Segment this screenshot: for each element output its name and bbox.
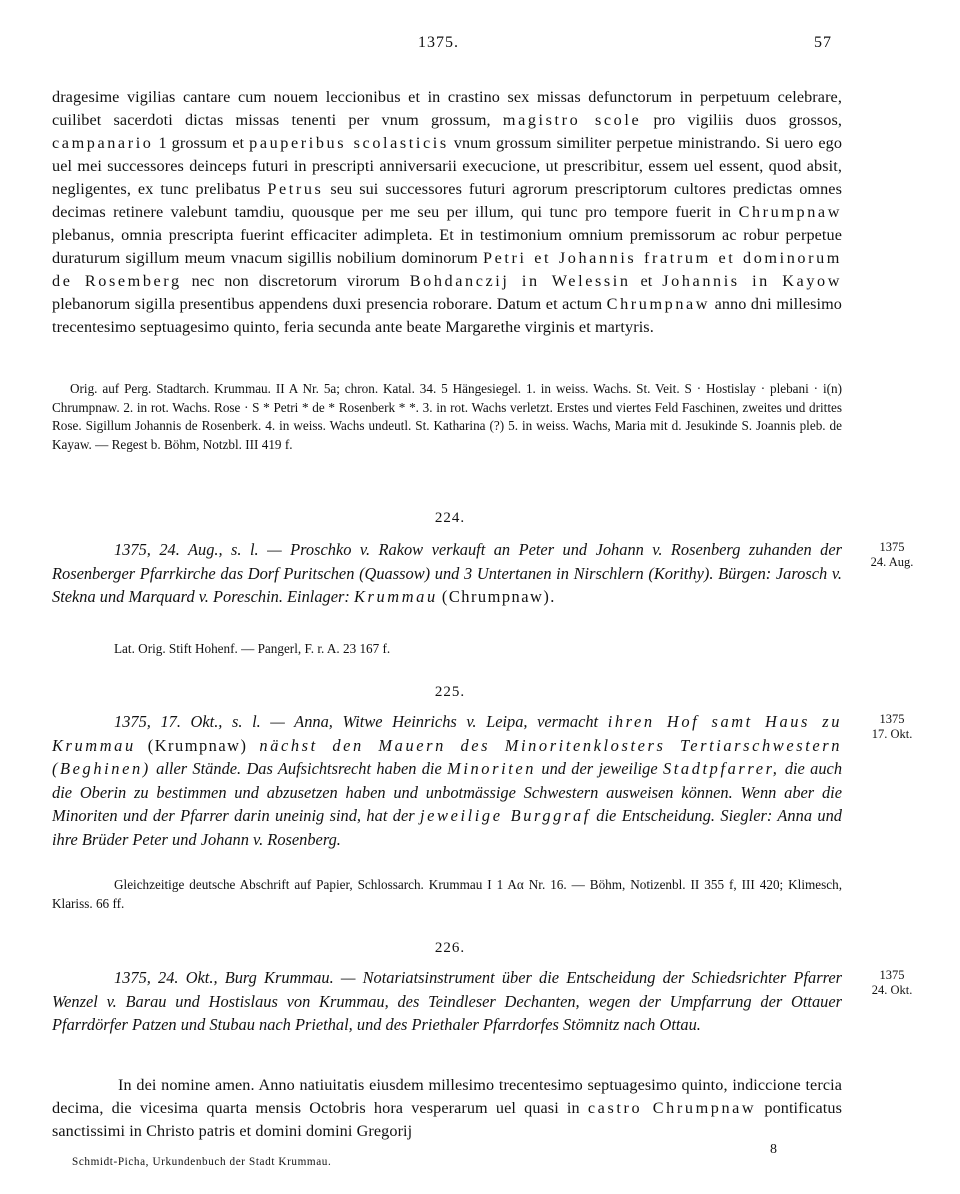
margin-date-224: 1375 24. Aug.: [870, 540, 914, 569]
regest-225: 1375, 17. Okt., s. l. — Anna, Witwe Heinrichs v. Leipa, vermacht ihren Hof samt Haus zu Krummau (Krumpnaw) nächst den Mauern des Minoritenklosters Tertiarschwestern (Beghinen) aller Stände. Das Aufsichtsrecht haben die Minoriten und der jeweilige Stadtpfarrer, die auch die Oberin zu bestimmen und abzusetzen haben und unbotmässige Schwestern ausweisen können. Wenn aber die Minoriten und der Pfarrer darin uneinig sind, hat der jeweilige Burggraf die Entscheidung. Siegler: Anna und ihre Brüder Peter und Johann v. Rosenberg.: [52, 712, 843, 849]
entry-number-225: 225.: [434, 684, 466, 700]
header-year: 1375.: [418, 34, 459, 51]
entry-number-226: 226.: [434, 940, 466, 956]
notes-224: Lat. Orig. Stift Hohenf. — Pangerl, F. r. A. 23 167 f.: [114, 641, 391, 656]
entry-number-224: 224.: [434, 510, 466, 526]
text-226: In dei nomine amen. Anno natiuitatis eiusdem millesimo trecentesimo septuagesimo quinto, indiccione tercia decima, die vicesima quarta mensis Octobris hora vesperarum uel quasi in castro Chrumpnaw pontificatus sanctissimi in Christo patris et domini domini Gregorij: [52, 1076, 842, 1140]
page-number: 57: [814, 34, 832, 51]
running-header: [0, 34, 960, 58]
regest-224: 1375, 24. Aug., s. l. — Proschko v. Rakow verkauft an Peter und Johann v. Rosenberg zuhanden der Rosenberger Pfarrkirche das Dorf Puritschen (Quassow) und 3 Untertanen in Nirschlern (Korithy). Bürgen: Jarosch v. Stekna und Marquard v. Poreschin. Einlager: Krummau (Chrumpnaw).: [52, 540, 842, 606]
regest-226: 1375, 24. Okt., Burg Krummau. — Notariatsinstrument über die Entscheidung der Schiedsrichter Pfarrer Wenzel v. Barau und Hostislaus von Krummau, des Teindleser Dechanten, wegen der Umpfarrung der Ottauer Pfarrdörfer Patzen und Stubau nach Priethal, und des Priethaler Pfarrdorfes Stömnitz nach Ottau.: [52, 968, 842, 1034]
opening-latin-text: dragesime vigilias cantare cum nouem leccionibus et in crastino sex missas defunctorum in perpetuum celebrare, cuilibet sacerdoti dictas missas tenenti per vnum grossum, magistro scole pro vigiliis duos grossos, campanario 1 grossum et pauperibus scolasticis vnum grossum similiter perpetue ministrando. Si uero ego uel mei successores deinceps futuri in prescripti anniversarii execucione, ut prescribitur, essem uel essent, quod absit, negligentes, ex tunc prelibatus Petrus seu sui successores futuri agrorum prescriptorum cultores predictas omnes decimas retinere valebunt tamdiu, quousque per me seu per illum, qui tunc pro tempore fuerit in Chrumpnaw plebanus, omnia prescripta fuerint efficaciter adimpleta. Et in testimonium omnium premissorum ac robur perpetue duraturum sigillum meum vnacum sigillis nobilium dominorum Petri et Johannis fratrum et dominorum de Rosemberg nec non discretorum virorum Bohdanczij in Welessin et Johannis in Kayow plebanorum sigilla presentibus appendens duxi presencia roborare. Datum et actum Chrumpnaw anno dni millesimo trecentesimo septuagesimo quinto, feria secunda ante beate Margarethe virginis et martyris.: [52, 88, 843, 336]
opening-notes: Orig. auf Perg. Stadtarch. Krummau. II A Nr. 5a; chron. Katal. 34. 5 Hängesiegel. 1. in weiss. Wachs. St. Veit. S · Hostislay · plebani · i(n) Chrumpnaw. 2. in rot. Wachs. Rose · S * Petri * de * Rosenberk * *. 3. in rot. Wachs verletzt. Erstes und viertes Feld Faschinen, zweites und drittes Rose. Sigillum Johannis de Rosenberk. 4. in weiss. Wachs undeutl. St. Katharina (?) 5. in weiss. Wachs, Maria mit d. Jesukinde S. Joannis pleb. de Kayaw. — Regest b. Böhm, Notzbl. III 419 f.: [52, 381, 842, 452]
footer-source-title: Schmidt-Picha, Urkundenbuch der Stadt Krummau.: [72, 1156, 332, 1168]
notes-225: Gleichzeitige deutsche Abschrift auf Papier, Schlossarch. Krummau I 1 Aα Nr. 16. — Böhm, Notizenbl. II 355 f, III 420; Klimesch, Klariss. 66 ff.: [52, 877, 842, 911]
margin-date-225: 1375 17. Okt.: [871, 712, 913, 741]
margin-date-226: 1375 24. Okt.: [871, 968, 913, 997]
footer-signature: 8: [770, 1142, 777, 1157]
